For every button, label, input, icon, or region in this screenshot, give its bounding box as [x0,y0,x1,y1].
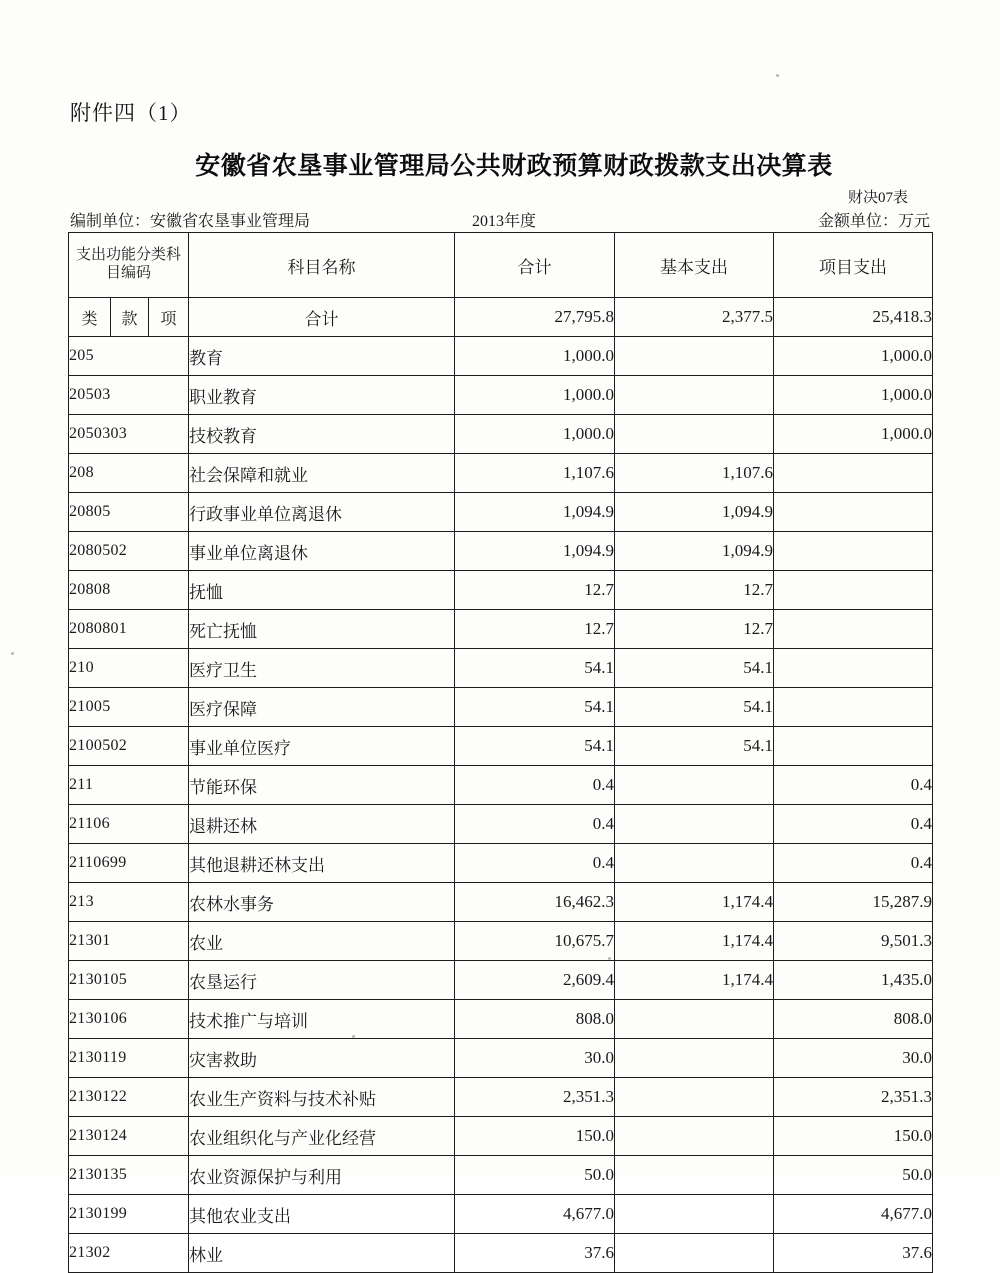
row-value-total: 0.4 [455,805,615,844]
meta-row [70,208,930,230]
table-row [69,805,933,844]
row-name: 节能环保 [189,766,455,805]
row-value-basic [615,844,774,883]
row-value-total: 2,351.3 [455,1078,615,1117]
row-value-basic: 54.1 [615,727,774,766]
page-title: 安徽省农垦事业管理局公共财政预算财政拨款支出决算表 [195,153,833,180]
table-row [69,532,933,571]
row-code: 2130199 [69,1195,189,1234]
row-value-project: 50.0 [774,1156,933,1195]
row-value-project: 1,435.0 [774,961,933,1000]
row-value-total: 4,677.0 [455,1195,615,1234]
row-code: 20808 [69,571,189,610]
table-row [69,1156,933,1195]
row-code: 2050303 [69,415,189,454]
row-value-total: 150.0 [455,1117,615,1156]
row-value-basic: 1,174.4 [615,922,774,961]
row-code: 21301 [69,922,189,961]
table-row [69,298,933,337]
row-value-basic [615,1195,774,1234]
row-value-total: 50.0 [455,1156,615,1195]
table-row [69,1078,933,1117]
table-row [69,493,933,532]
row-code: 208 [69,454,189,493]
row-value-basic: 1,107.6 [615,454,774,493]
row-value-total: 1,107.6 [455,454,615,493]
row-value-basic: 12.7 [615,571,774,610]
year-label: 2013年度 [472,213,537,230]
row-code: 2100502 [69,727,189,766]
row-name: 行政事业单位离退休 [189,493,455,532]
row-value-project [774,688,933,727]
table-row [69,337,933,376]
row-code: 20503 [69,376,189,415]
row-value-project: 15,287.9 [774,883,933,922]
row-value-total: 54.1 [455,727,615,766]
row-value-project: 1,000.0 [774,415,933,454]
column-header-name: 科目名称 [189,233,455,298]
scan-speck [11,652,14,655]
row-value-project: 2,351.3 [774,1078,933,1117]
row-value-project [774,532,933,571]
row-value-project: 0.4 [774,766,933,805]
row-value-total: 1,094.9 [455,493,615,532]
row-value-total: 1,000.0 [455,415,615,454]
row-code: 2130106 [69,1000,189,1039]
row-value-basic [615,1039,774,1078]
row-name: 林业 [189,1234,455,1273]
table-body [69,298,933,1273]
row-value-project: 808.0 [774,1000,933,1039]
row-code: 2130119 [69,1039,189,1078]
row-value-basic [615,376,774,415]
row-value-project: 1,000.0 [774,337,933,376]
row-value-basic: 1,094.9 [615,493,774,532]
row-value-total: 12.7 [455,610,615,649]
column-header-basic: 基本支出 [615,233,774,298]
row-name: 农业 [189,922,455,961]
table-row [69,415,933,454]
row-code: 2080502 [69,532,189,571]
row-value-basic [615,1234,774,1273]
row-value-project [774,727,933,766]
row-code: 211 [69,766,189,805]
table-header [69,233,933,298]
compiler-unit-label: 编制单位：安徽省农垦事业管理局 [70,213,311,230]
budget-table [68,232,933,1273]
row-value-basic: 54.1 [615,649,774,688]
row-value-basic [615,415,774,454]
attachment-label: 附件四（1） [70,101,192,125]
row-value-total: 16,462.3 [455,883,615,922]
row-value-project: 150.0 [774,1117,933,1156]
row-value-project: 9,501.3 [774,922,933,961]
row-value-project [774,493,933,532]
row-value-total: 54.1 [455,688,615,727]
table-row [69,376,933,415]
row-code: 2080801 [69,610,189,649]
row-name: 职业教育 [189,376,455,415]
table-row [69,571,933,610]
column-header-xiang: 项 [149,298,189,337]
column-header-total: 合计 [455,233,615,298]
row-value-project: 0.4 [774,844,933,883]
row-value-project: 4,677.0 [774,1195,933,1234]
table-row [69,1039,933,1078]
table-row [69,883,933,922]
row-name: 教育 [189,337,455,376]
row-name: 医疗卫生 [189,649,455,688]
row-code: 2130135 [69,1156,189,1195]
row-value-total: 54.1 [455,649,615,688]
row-value-total: 37.6 [455,1234,615,1273]
row-value-basic [615,337,774,376]
table-row [69,649,933,688]
column-header-project: 项目支出 [774,233,933,298]
row-value-project: 1,000.0 [774,376,933,415]
row-name: 死亡抚恤 [189,610,455,649]
row-value-project: 25,418.3 [774,298,933,337]
column-header-kuan: 款 [111,298,149,337]
row-name-total: 合计 [189,298,455,337]
row-code: 210 [69,649,189,688]
row-value-project: 0.4 [774,805,933,844]
row-name: 其他农业支出 [189,1195,455,1234]
table-row [69,454,933,493]
row-value-total: 12.7 [455,571,615,610]
table-row [69,922,933,961]
row-value-total: 1,000.0 [455,337,615,376]
row-value-basic [615,805,774,844]
table-row [69,1000,933,1039]
row-name: 事业单位离退休 [189,532,455,571]
row-code: 2130105 [69,961,189,1000]
scan-speck [776,74,779,77]
row-value-project: 30.0 [774,1039,933,1078]
column-header-lei: 类 [69,298,111,337]
table-row [69,1117,933,1156]
row-code: 2130124 [69,1117,189,1156]
row-name: 抚恤 [189,571,455,610]
row-code: 2130122 [69,1078,189,1117]
row-name: 医疗保障 [189,688,455,727]
row-value-basic [615,1078,774,1117]
row-name: 灾害救助 [189,1039,455,1078]
row-value-total: 30.0 [455,1039,615,1078]
row-value-basic: 12.7 [615,610,774,649]
row-value-total: 10,675.7 [455,922,615,961]
amount-unit-label: 金额单位：万元 [817,213,930,230]
row-value-project [774,610,933,649]
row-name: 技校教育 [189,415,455,454]
row-code: 21005 [69,688,189,727]
row-value-project [774,649,933,688]
row-value-total: 2,609.4 [455,961,615,1000]
row-value-basic [615,1117,774,1156]
row-value-basic: 54.1 [615,688,774,727]
table-header-row [69,233,933,298]
table-row [69,766,933,805]
column-header-code-group: 支出功能分类科目编码 [69,233,189,298]
row-code: 21302 [69,1234,189,1273]
row-name: 农业生产资料与技术补贴 [189,1078,455,1117]
row-code: 21106 [69,805,189,844]
row-code: 20805 [69,493,189,532]
row-value-basic: 1,174.4 [615,961,774,1000]
row-value-project: 37.6 [774,1234,933,1273]
row-value-total: 0.4 [455,766,615,805]
row-name: 退耕还林 [189,805,455,844]
row-name: 农林水事务 [189,883,455,922]
table-row [69,1234,933,1273]
row-value-basic: 1,094.9 [615,532,774,571]
row-name: 其他退耕还林支出 [189,844,455,883]
table-row [69,727,933,766]
row-value-project [774,454,933,493]
row-value-total: 0.4 [455,844,615,883]
row-name: 农业组织化与产业化经营 [189,1117,455,1156]
row-value-total: 1,000.0 [455,376,615,415]
row-name: 社会保障和就业 [189,454,455,493]
form-code-label: 财决07表 [847,190,908,206]
row-value-project [774,571,933,610]
row-name: 农垦运行 [189,961,455,1000]
row-name: 农业资源保护与利用 [189,1156,455,1195]
row-name: 技术推广与培训 [189,1000,455,1039]
row-value-basic: 1,174.4 [615,883,774,922]
row-code: 213 [69,883,189,922]
row-value-total: 27,795.8 [455,298,615,337]
row-value-total: 808.0 [455,1000,615,1039]
row-value-basic: 2,377.5 [615,298,774,337]
row-name: 事业单位医疗 [189,727,455,766]
row-value-basic [615,1000,774,1039]
table-row [69,961,933,1000]
row-value-basic [615,766,774,805]
table-row [69,1195,933,1234]
row-value-total: 1,094.9 [455,532,615,571]
row-code: 205 [69,337,189,376]
table-row [69,688,933,727]
row-value-basic [615,1156,774,1195]
table-row [69,610,933,649]
table-row [69,844,933,883]
row-code: 2110699 [69,844,189,883]
